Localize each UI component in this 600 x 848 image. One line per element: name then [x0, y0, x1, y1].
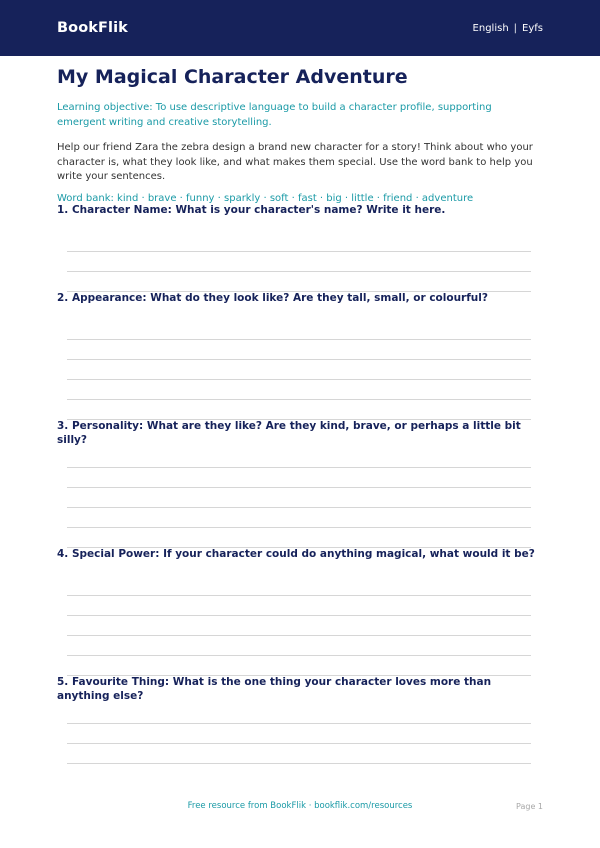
answer-line[interactable] — [67, 635, 531, 636]
answer-line[interactable] — [67, 251, 531, 252]
brand-logo[interactable]: BookFlik — [57, 20, 128, 36]
answer-line[interactable] — [67, 763, 531, 764]
question-1: 1. Character Name: What is your character's name? Write it here. — [57, 204, 446, 216]
answer-line[interactable] — [67, 339, 531, 340]
page-title: My Magical Character Adventure — [57, 66, 408, 88]
answer-line[interactable] — [67, 615, 531, 616]
question-5: 5. Favourite Thing: What is the one thing your character loves more than anything else? — [57, 676, 492, 702]
answer-line[interactable] — [67, 723, 531, 724]
worksheet-intro — [57, 64, 543, 206]
header-separator: | — [513, 22, 518, 34]
question-4: 4. Special Power: If your character could do anything magical, what would it be? — [57, 548, 535, 560]
answer-line[interactable] — [67, 379, 531, 380]
footer-note[interactable]: Free resource from BookFlik · bookflik.com/resources — [187, 801, 413, 811]
answer-line[interactable] — [67, 547, 531, 548]
question-3: 3. Personality: What are they like? Are they kind, brave, or perhaps a little bit silly? — [57, 420, 521, 446]
header-meta — [473, 23, 543, 34]
answer-line[interactable] — [67, 359, 531, 360]
answer-line[interactable] — [67, 675, 531, 676]
answer-line[interactable] — [67, 527, 531, 528]
page-number: Page 1 — [516, 802, 543, 811]
answer-line[interactable] — [67, 487, 531, 488]
level-label: Eyfs — [522, 22, 543, 34]
subject-label: English — [472, 22, 509, 34]
learning-objective: Learning objective: To use descriptive language to build a character profile, supporting emergent writing and creative storytelling. — [57, 102, 492, 128]
word-bank: Word bank: kind · brave · funny · sparkly · soft · fast · big · little · friend · adventure — [57, 192, 474, 204]
intro-text: Help our friend Zara the zebra design a brand new character for a story! Think about who your character is, what they look like, and what makes them special. Use the word bank to help you write your sentences. — [57, 142, 533, 182]
answer-line[interactable] — [67, 399, 531, 400]
answer-line[interactable] — [67, 467, 531, 468]
site-header — [0, 0, 600, 56]
answer-line[interactable] — [67, 743, 531, 744]
answer-line[interactable] — [67, 419, 531, 420]
answer-line[interactable] — [67, 655, 531, 656]
answer-line[interactable] — [67, 271, 531, 272]
answer-line[interactable] — [67, 595, 531, 596]
question-2: 2. Appearance: What do they look like? Are they tall, small, or colourful? — [57, 292, 488, 304]
answer-line[interactable] — [67, 507, 531, 508]
